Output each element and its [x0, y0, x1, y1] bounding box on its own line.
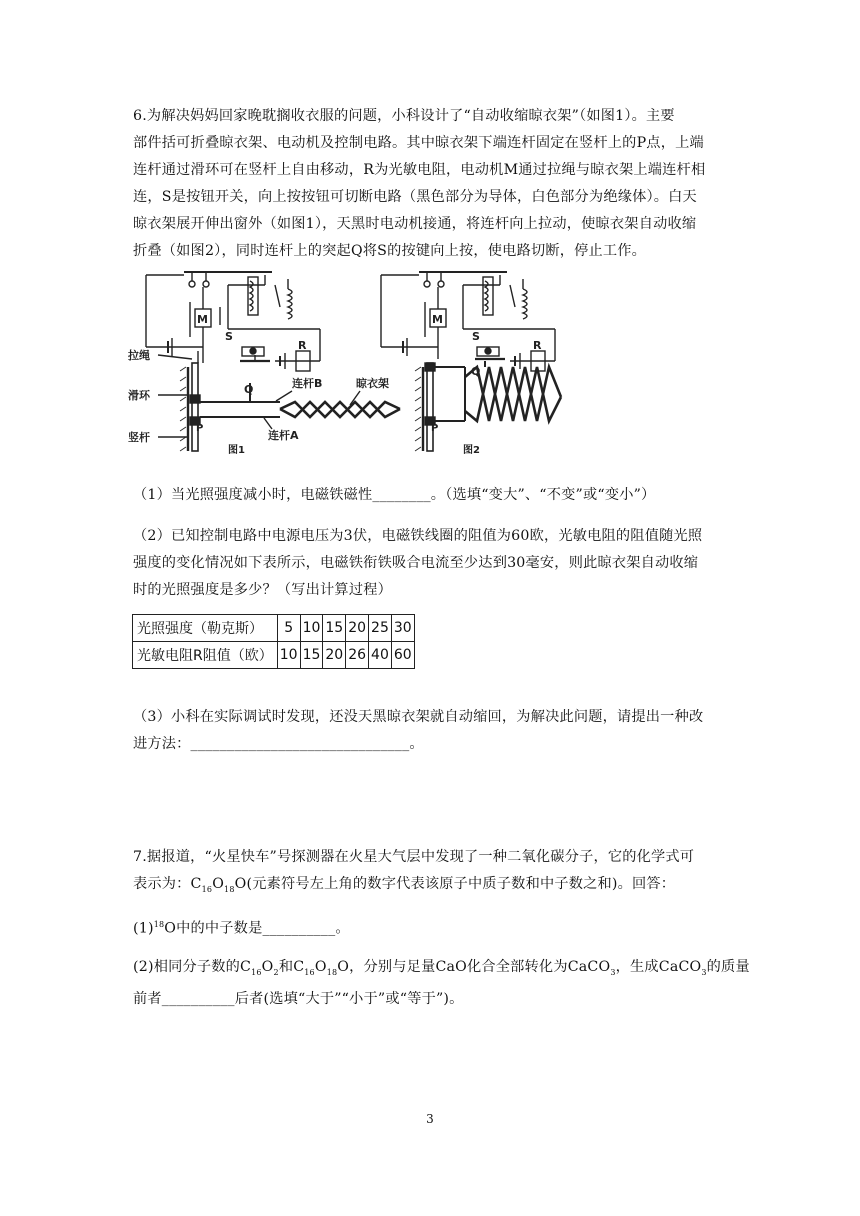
table-cell: 26: [346, 642, 369, 669]
q7-sub1: [133, 911, 733, 943]
q6-sub2: [133, 523, 733, 604]
q7-subscript: 18: [224, 884, 235, 894]
table-cell: 30: [391, 615, 414, 642]
q7-text: O，分别与足量CaO化合全部转化为CaCO: [337, 959, 611, 975]
table-cell: 20: [323, 642, 346, 669]
q7-text: (1): [133, 920, 154, 937]
figure-2: [381, 272, 561, 456]
q6-intro: [133, 103, 733, 265]
fig1-label-slide-ring: 滑环: [128, 389, 150, 402]
fig1-label-r: R: [298, 339, 307, 352]
table-cell: 20: [346, 615, 369, 642]
q6-intro-line: 折叠（如图2），同时连杆上的突起Q将S的按键向上按，使电路切断，停止工作。: [133, 243, 647, 259]
q6-sub3: [133, 704, 733, 758]
q6-intro-line: 6.为解决妈妈回家晚耽搁收衣服的问题，小科设计了“自动收缩晾衣架”（如图1）。主要: [133, 108, 675, 124]
table-cell: 10: [300, 615, 323, 642]
q7-text: O: [314, 959, 327, 975]
q7-text: O中的中子数是__________。: [164, 920, 350, 937]
table-cell: 40: [369, 642, 392, 669]
q7-subscript: 18: [326, 967, 338, 977]
q6-sub1: [133, 482, 733, 509]
q7-sub2: [133, 954, 750, 1013]
table-cell: 60: [391, 642, 414, 669]
table-cell: 15: [323, 615, 346, 642]
illuminance-resistance-table: [132, 614, 415, 669]
fig2-label-m: M: [432, 313, 443, 326]
table-cell: 10: [277, 642, 300, 669]
fig1-label-m: M: [197, 313, 208, 326]
drying-rack-figure: [128, 267, 542, 467]
q7-line2: [133, 871, 733, 903]
table-row: [133, 615, 415, 642]
q7: [133, 844, 733, 903]
q6-sub3-line: （3）小科在实际调试时发现，还没天黑晾衣架就自动缩回，为解决此问题，请提出一种改: [133, 709, 704, 725]
table-cell: 25: [369, 615, 392, 642]
q7-sub2-line1: [133, 954, 750, 986]
q7-text: O: [261, 959, 274, 975]
fig1-label-p: P: [196, 423, 204, 434]
q7-sub1-text: [133, 911, 733, 943]
q7-subscript: 16: [251, 967, 262, 977]
q7-text: 表示为：C: [133, 876, 202, 892]
fig1-label-s: S: [225, 330, 233, 343]
fig1-label-pole: 竖杆: [128, 431, 150, 444]
q7-text: O: [212, 876, 225, 892]
q7-superscript: 18: [153, 920, 165, 929]
fig1-label-q: Q: [244, 383, 254, 396]
q6-sub3-line: 进方法：______________________________。: [133, 736, 424, 752]
q6-sub1-text: （1）当光照强度减小时，电磁铁磁性________。（选填“变大”、“不变”或“变小”）: [133, 487, 656, 503]
table-cell: 5: [277, 615, 300, 642]
q7-text: (2)相同分子数的C: [133, 959, 252, 975]
fig2-label-q: Q: [471, 365, 481, 378]
q6-intro-line: 连杆通过滑环可在竖杆上自由移动，R为光敏电阻，电动机M通过拉绳与晾衣架上端连杆相: [133, 162, 706, 178]
fig1-label-rod-a: 连杆A: [268, 429, 299, 442]
q6-intro-line: 部件括可折叠晾衣架、电动机及控制电路。其中晾衣架下端连杆固定在竖杆上的P点，上端: [133, 135, 704, 151]
q7-subscript: 2: [273, 967, 279, 977]
q7-subscript: 16: [304, 967, 315, 977]
q7-text: 和C: [278, 959, 305, 975]
figure-1: [128, 272, 400, 456]
q7-text: ，生成CaCO: [615, 959, 702, 975]
q7-text: 的质量: [706, 959, 750, 975]
fig2-caption: 图2: [463, 445, 480, 456]
fig2-label-s: S: [472, 330, 480, 343]
q7-subscript: 16: [201, 884, 213, 894]
q7-line1: 7.据报道，“火星快车”号探测器在火星大气层中发现了一种二氧化碳分子，它的化学式可: [133, 849, 695, 865]
q6-sub2-line: 时的光照强度是多少？（写出计算过程）: [133, 582, 392, 598]
q7-subscript: 3: [701, 967, 707, 977]
q7-subscript: 3: [610, 967, 616, 977]
q6-intro-line: 连，S是按钮开关，向上按按钮可切断电路（黑色部分为导体，白色部分为绝缘体）。白天: [133, 189, 697, 205]
table-row-header: 光敏电阻R阻值（欧）: [133, 642, 278, 669]
fig2-label-r: R: [533, 339, 542, 352]
q7-sub2-line2: 前者__________后者(选填“大于”“小于”或“等于”)。: [133, 990, 464, 1007]
q7-text: O(元素符号左上角的数字代表该原子中质子数和中子数之和)。回答：: [234, 876, 676, 892]
fig1-label-rack: 晾衣架: [356, 377, 389, 390]
table-row: [133, 642, 415, 669]
fig1-label-pull-rope: 拉绳: [128, 349, 150, 362]
fig1-label-rod-b: 连杆B: [292, 377, 323, 390]
q6-sub2-line: 强度的变化情况如下表所示，电磁铁衔铁吸合电流至少达到30毫安，则此晾衣架自动收缩: [133, 555, 699, 571]
fig2-label-p: P: [431, 423, 439, 434]
fig1-caption: 图1: [228, 445, 245, 456]
page-number: 3: [426, 1112, 434, 1126]
q6-intro-line: 晾衣架展开伸出窗外（如图1），天黑时电动机接通，将连杆向上拉动，使晾衣架自动收缩: [133, 216, 697, 232]
q6-sub2-line: （2）已知控制电路中电源电压为3伏，电磁铁线圈的阻值为60欧，光敏电阻的阻值随光照: [133, 528, 703, 544]
table-row-header: 光照强度（勒克斯）: [133, 615, 278, 642]
table-cell: 15: [300, 642, 323, 669]
